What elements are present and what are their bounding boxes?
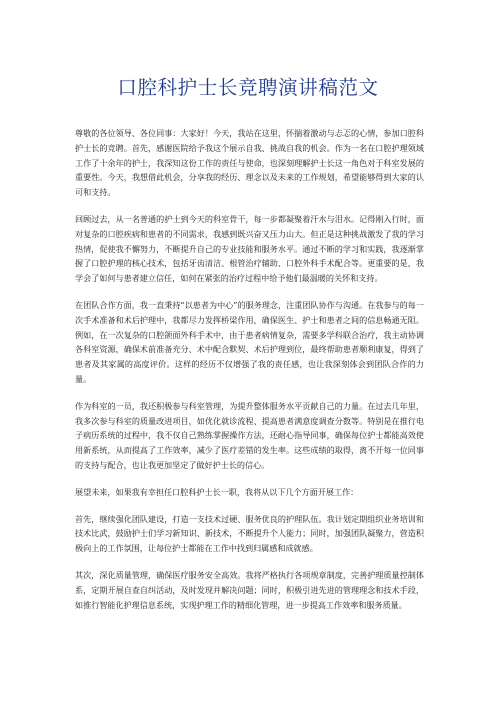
document-title: 口腔科护士长竞聘演讲稿范文 [117, 76, 379, 99]
paragraph-6: 首先，继续强化团队建设，打造一支技术过硬、服务优良的护理队伍。我计划定期组织业务培训和技术比武，鼓励护士们学习新知识、新技术，不断提升个人能力；同时，加强团队凝聚力，营造积极向上的工作氛围，让每位护士都能在工作中找到归属感和成就感。 [75, 513, 424, 554]
paragraph-5: 展望未来，如果我有幸担任口腔科护士长一职，我将从以下几个方面开展工作： [75, 486, 359, 497]
paragraph-1: 尊敬的各位领导、各位同事：大家好！今天，我站在这里，怀揣着激动与忐忑的心情，参加口腔科护士长的竞聘。首先，感谢医院给予我这个展示自我、挑战自我的机会。作为一名在口腔护理领域工作了十余年的护士，我深知这份工作的责任与使命，也深刻理解护士长这一角色对于科室发展的重要性。今天，我想借此机会，分享我的经历、理念以及未来的工作规划，希望能够得到大家的认可和支持。 [75, 128, 424, 198]
paragraph-2: 回顾过去，从一名普通的护士到今天的科室骨干，每一步都凝聚着汗水与泪水。记得刚入行时，面对复杂的口腔疾病和患者的不同需求，我感到既兴奋又压力山大。但正是这种挑战激发了我的学习热情，促使我不懈努力，不断提升自己的专业技能和服务水平。通过不断的学习和实践，我逐渐掌握了口腔护理的核心技术，包括牙齿清洁、根管治疗辅助、口腔外科手术配合等。更重要的是，我学会了如何与患者建立信任，如何在紧张的治疗过程中给予他们最温暖的关怀和支持。 [75, 213, 424, 284]
paragraph-4: 作为科室的一员，我还积极参与科室管理，为提升整体服务水平贡献自己的力量。在过去几年里，我多次参与科室的质量改进项目，如优化就诊流程、提高患者满意度调查分数等。特别是在推行电子病历系统的过程中，我不仅自己熟练掌握操作方法，还耐心指导同事，确保每位护士都能高效使用新系统，从而提高了工作效率，减少了医疗差错的发生率。这些成绩的取得，离不开每一位同事的支持与配合，也让我更加坚定了做好护士长的信心。 [75, 400, 424, 470]
paragraph-3: 在团队合作方面，我一直秉持“以患者为中心”的服务理念，注重团队协作与沟通。在我参与的每一次手术准备和术后护理中，我都尽力发挥桥梁作用，确保医生、护士和患者之间的信息畅通无阻。例如，在一次复杂的口腔颌面外科手术中，由于患者病情复杂，需要多学科联合治疗，我主动协调各科室资源，确保术前准备充分、术中配合默契、术后护理到位，最终帮助患者顺利康复，得到了患者及其家属的高度评价。这样的经历不仅增强了我的责任感，也让我深刻体会到团队合作的力量。 [75, 299, 424, 384]
paragraph-7: 其次，深化质量管理，确保医疗服务安全高效。我将严格执行各项规章制度，完善护理质量控制体系，定期开展自查自纠活动，及时发现并解决问题；同时，积极引进先进的管理理念和技术手段，如推行智能化护理信息系统，实现护理工作的精细化管理，进一步提高工作效率和服务质量。 [75, 569, 424, 610]
document-body [75, 126, 424, 624]
